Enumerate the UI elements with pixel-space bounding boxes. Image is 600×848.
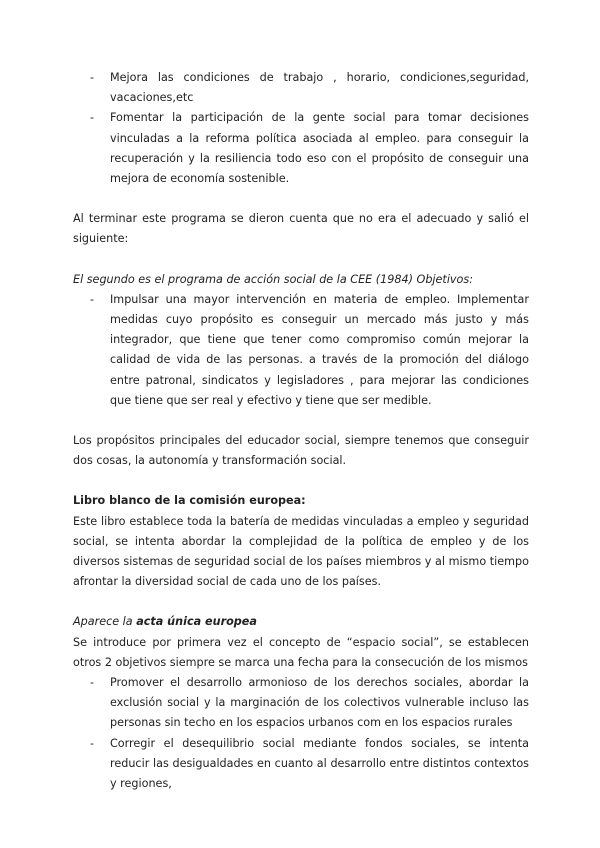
list-item: - Corregir el desequilibrio social mediante fondos sociales, se intenta reducir las desigualdades en cuanto al desarrollo entre distintos contextos y regiones, (73, 734, 529, 795)
single-act-heading (73, 612, 529, 632)
program-conclusion-paragraph: Al terminar este programa se dieron cuenta que no era el adecuado y salió el siguiente: (73, 212, 529, 246)
list-item: - Promover el desarrollo armonioso de los derechos sociales, abordar la exclusión social y la marginación de los colectivos vulnerable incluso las personas sin techo en los espacios urbanos com en los espacios rurales (73, 673, 529, 734)
list-item: - Impulsar una mayor intervención en materia de empleo. Implementar medidas cuyo propósito es conseguir un mercado más justo y más integrador, que tiene que tener como compromiso común mejorar la calidad de vida de las personas. a través de la promoción del diálogo entre patronal, sindicatos y legisladores , para mejorar las condiciones que tiene que ser real y efectivo y tiene que ser medible. (73, 290, 529, 411)
educator-purposes-paragraph: Los propósitos principales del educador social, siempre tenemos que conseguir dos cosas, la autonomía y transformación social. (73, 434, 529, 468)
white-paper-body: Este libro establece toda la batería de medidas vinculadas a empleo y seguridad social, se intenta abordar la complejidad de la política de empleo y de los diversos sistemas de seguridad social de los países miembros y al mismo tiempo afrontar la diversidad social de cada uno de los países. (73, 514, 529, 589)
single-act-emphasis: acta única europea (136, 615, 257, 629)
cee-program-heading: El segundo es el programa de acción social de la CEE (1984) Objetivos: (73, 272, 473, 286)
cee-objectives-list (73, 290, 529, 411)
list-item: - Mejora las condiciones de trabajo , horario, condiciones,seguridad, vacaciones,etc (73, 68, 529, 108)
single-act-prefix: Aparece la (73, 615, 137, 629)
list-item: - Fomentar la participación de la gente social para tomar decisiones vinculadas a la reforma política asociada al empleo. para conseguir la recuperación y la resiliencia todo eso con el propósito de conseguir una mejora de economía sostenible. (73, 108, 529, 189)
white-paper-heading: Libro blanco de la comisión europea: (73, 494, 306, 508)
single-act-objectives-list (73, 673, 529, 794)
conditions-list (73, 68, 529, 189)
single-act-body: Se introduce por primera vez el concepto de “espacio social”, se establecen otros 2 objetivos siempre se marca una fecha para la consecución de los mismos (73, 635, 529, 669)
